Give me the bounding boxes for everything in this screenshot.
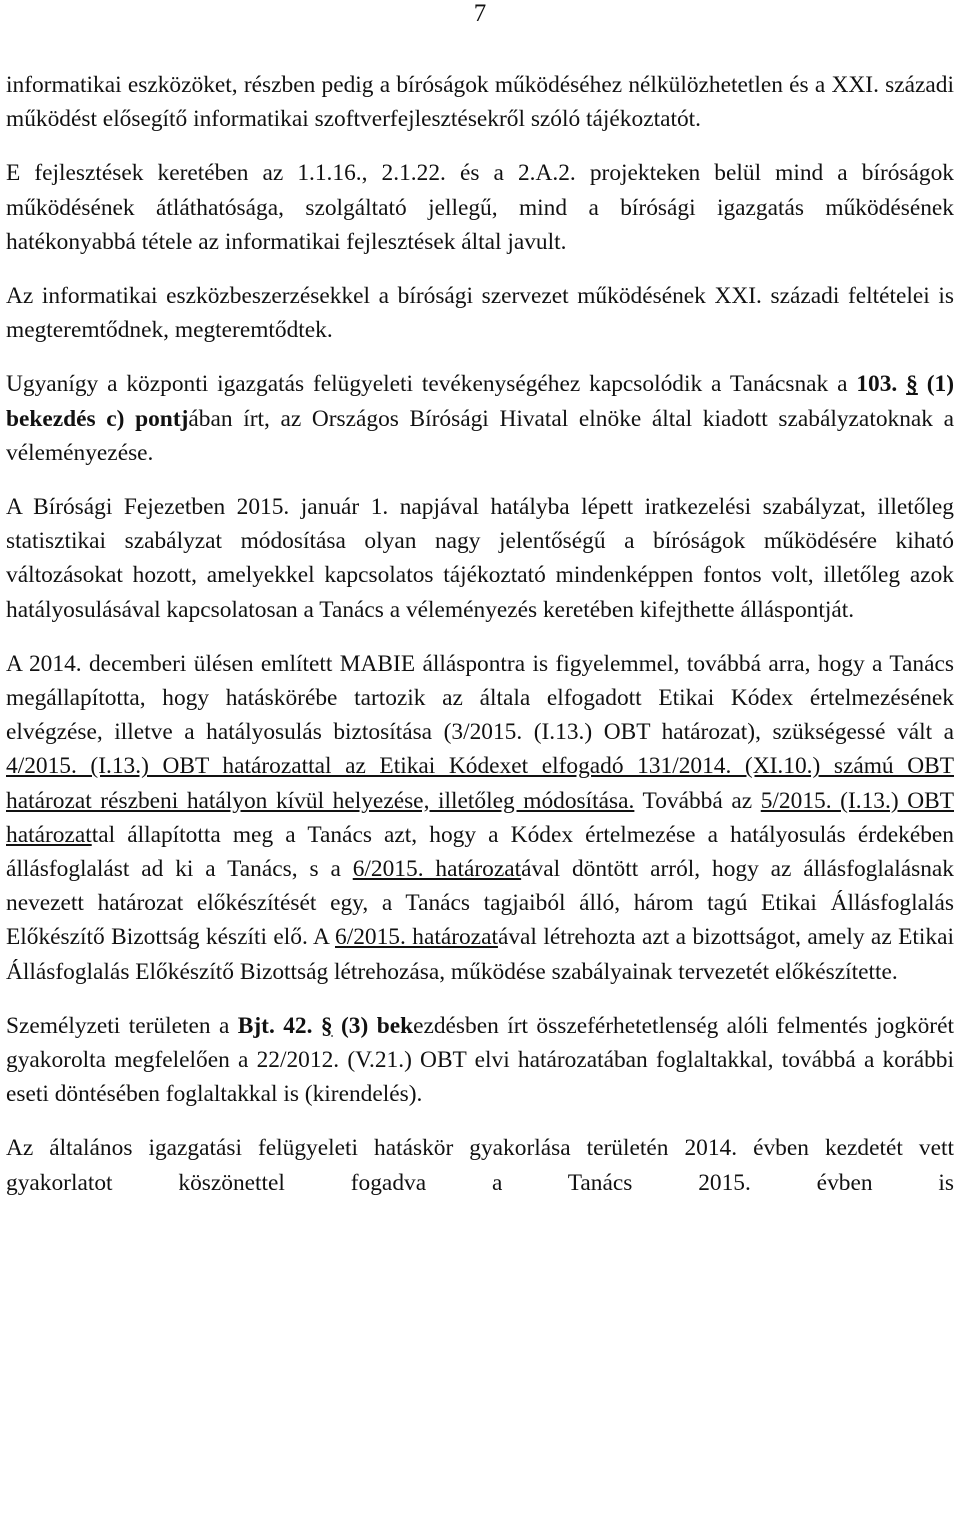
text-run: 5/2015. (I.13.) OBT határozat xyxy=(6,787,954,848)
text-run: 4/2015. (I.13.) OBT határozattal az Etikai Kódexet elfogadó 131/2014. (XI.10.) számú OBT határozat részbeni hatályon kívül helyezése, illetőleg módosítása. xyxy=(6,753,954,814)
text-run: Bjt. 42. xyxy=(237,1012,313,1039)
text-run: A Bírósági Fejezetben 2015. január 1. napjával hatályba lépett iratkezelési szabályzat, illetőleg statisztikai szabályzat módosítása olyan nagy jelentőségű a bíróságok működésére kiható változásokat hozott, amelyekkel kapcsolatos tájékoztató mindenképpen fontos volt, illetőleg azok hatályosulásával kapcsolatosan a Tanács a véleményezés keretében kifejthette álláspontját. xyxy=(6,494,954,623)
text-run xyxy=(918,371,927,397)
text-run: § xyxy=(320,1012,333,1039)
paragraph xyxy=(6,647,954,989)
text-run: 6/2015. határozat xyxy=(352,856,522,883)
paragraph xyxy=(6,68,954,136)
paragraph xyxy=(6,279,954,347)
text-run: ában írt, az Országos Bírósági Hivatal elnöke által kiadott szabályzatoknak a véleményezése. xyxy=(6,405,954,466)
text-run: ával döntött arról, hogy az állásfoglalásnak nevezett határozat előkészítését egy, a Tanács tagjaiból álló, három tagú Etikai Állásfoglalás Előkészítő Bizottság készíti elő. A xyxy=(6,856,954,951)
text-run: informatikai eszközöket, részben pedig a bíróságok működéséhez nélkülözhetetlen és a XXI. századi működést elősegítő informatikai szoftverfejlesztésekről szóló tájékoztatót. xyxy=(6,72,954,133)
text-run: Az általános igazgatási felügyeleti hatáskör gyakorlása területén 2014. évben kezdetét vett gyakorlatot köszönettel fogadva a Tanács 2015. évben is xyxy=(6,1135,954,1196)
paragraph xyxy=(6,1131,954,1199)
text-run: ával létrehozta azt a bizottságot, amely az Etikai Állásfoglalás Előkészítő Bizottság létrehozása, működése szabályainak tervezetét előkészítette. xyxy=(6,924,954,985)
text-run: (3) bek xyxy=(341,1012,414,1039)
text-run: 6/2015. határozat xyxy=(335,924,498,951)
paragraph xyxy=(6,156,954,259)
page-number: 7 xyxy=(473,0,487,27)
text-run xyxy=(312,1013,320,1039)
text-run xyxy=(333,1013,341,1039)
document-body xyxy=(6,68,954,1220)
text-run: Ugyanígy a központi igazgatás felügyeleti tevékenységéhez kapcsolódik a Tanácsnak a xyxy=(6,371,857,398)
text-run: E fejlesztések keretében az 1.1.16., 2.1.22. és a 2.A.2. projekteken belül mind a bíróságok működésének átláthatósága, szolgáltató jellegű, mind a bírósági igazgatás működésének hatékonyabbá tétele az informatikai fejlesztések által javult. xyxy=(6,160,954,255)
text-run: Személyzeti területen a xyxy=(6,1012,238,1039)
text-run: 103. xyxy=(856,371,898,398)
text-run: A 2014. decemberi ülésen említett MABIE álláspontra is figyelemmel, továbbá arra, hogy a Tanács megállapította, hogy hatáskörébe tartozik az általa elfogadott Etikai Kódex értelmezésének elvégzése, illetve a hatályosulás biztosítása (3/2015. (I.13.) OBT határozat), szükségessé vált a xyxy=(6,650,954,746)
text-run: § xyxy=(906,371,918,398)
paragraph xyxy=(6,490,954,627)
paragraph xyxy=(6,1009,954,1112)
text-run: Az informatikai eszközbeszerzésekkel a bírósági szervezet működésének XXI. századi feltételei is megteremtődnek, megteremtődtek. xyxy=(6,283,954,344)
text-run: Továbbá az xyxy=(634,787,761,814)
text-run xyxy=(897,371,906,397)
text-run: ezdésben írt összeférhetetlenség alóli felmentés jogkörét gyakorolta megfelelően a 22/2012. (V.21.) OBT elvi határozatában foglaltakkal, továbbá a korábbi eseti döntésében foglaltakkal is (kirendelés). xyxy=(6,1012,954,1108)
text-run: tal állapította meg a Tanács azt, hogy a Kódex értelmezése a hatályosulás érdekében állásfoglalást ad ki a Tanács, s a xyxy=(6,821,954,883)
paragraph xyxy=(6,367,954,470)
text-run: (1) bekezdés c) pontj xyxy=(6,371,954,432)
